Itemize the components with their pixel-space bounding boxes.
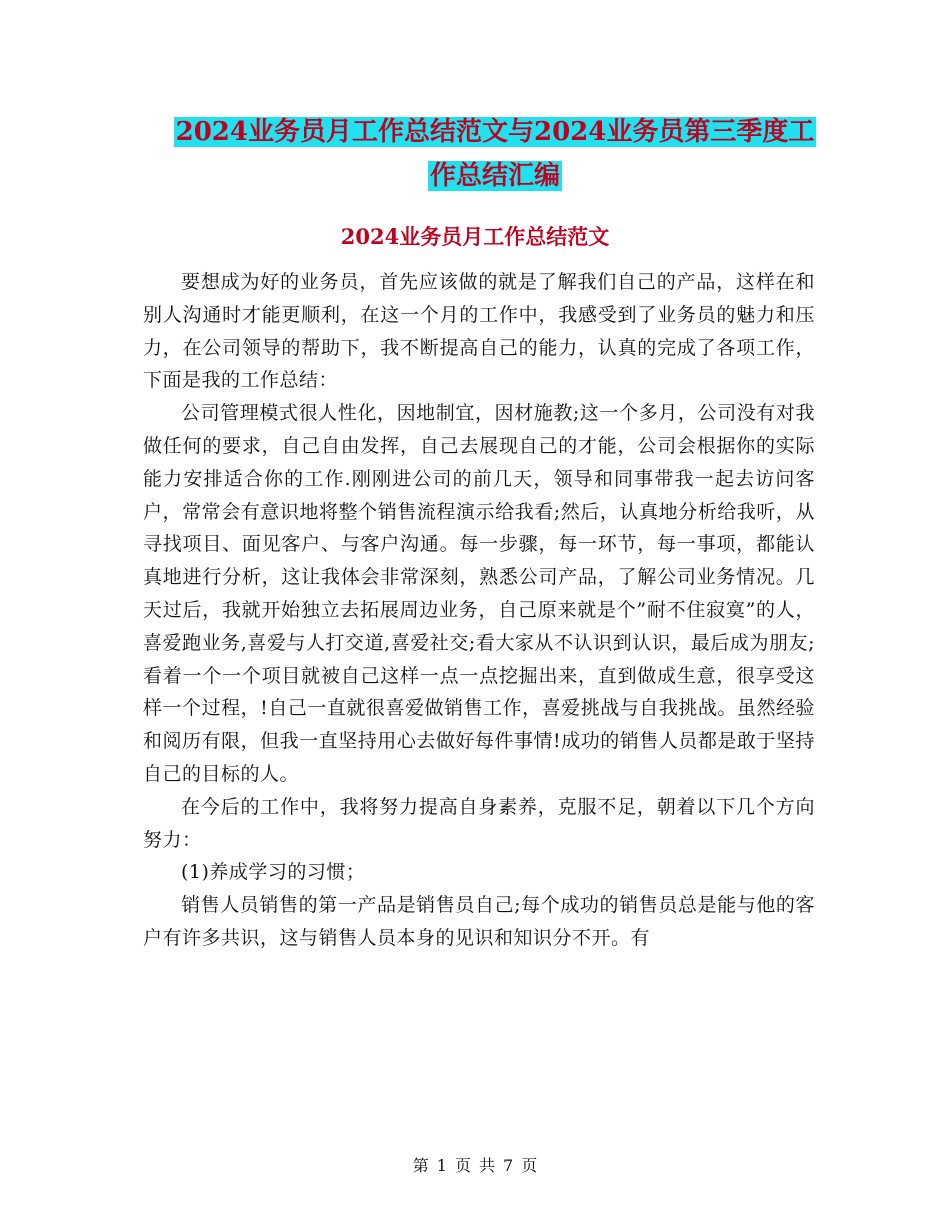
footer-page-word-2: 页 <box>521 1156 538 1175</box>
title-highlight-1: 2024业务员月工作总结范文与2024业务员第三季度工 <box>175 117 815 147</box>
paragraph-future: 在今后的工作中，我将努力提高自身素养，克服不足，朝着以下几个方向努力： <box>143 795 815 851</box>
section-heading: 2024业务员月工作总结范文 <box>340 224 610 249</box>
footer-total-label: 共 <box>479 1156 496 1175</box>
paragraph-sales: 销售人员销售的第一产品是销售员自己;每个成功的销售员总是能与他的客户有许多共识，这与销售人员本身的见识和知识分不开。有 <box>143 894 815 949</box>
title-highlight-2: 作总结汇编 <box>429 161 560 191</box>
document-body <box>143 266 815 955</box>
page-footer <box>0 1155 950 1177</box>
document-title-line-2 <box>140 154 850 198</box>
footer-current-page: 1 <box>436 1156 447 1175</box>
footer-total-pages: 7 <box>503 1156 514 1175</box>
document-title-line-1 <box>140 110 850 154</box>
paragraph-company: 公司管理模式很人性化，因地制宜，因材施教;这一个多月，公司没有对我做任何的要求，自己自由发挥，自己去展现自己的才能，公司会根据你的实际能力安排适合你的工作.刚刚进公司的前几天，领导和同事带我一起去访问客户，常常会有意识地将整个销售流程演示给我看;然后，认真地分析给我听，从寻找项目、面见客户、与客户沟通。每一步骤，每一环节，每一事项，都能认真地进行分析，这让我体会非常深刻，熟悉公司产品，了解公司业务情况。几天过后，我就开始独立去拓展周边业务，自己原来就是个”耐不住寂寞”的人，喜爱跑业务,喜爱与人打交道,喜爱社交;看大家从不认识到认识，最后成为朋友;看着一个一个项目就被自己这样一点一点挖掘出来，直到做成生意，很享受这样一个过程，!自己一直就很喜爱做销售工作，喜爱挑战与自我挑战。虽然经验和阅历有限，但我一直坚持用心去做好每件事情!成功的销售人员都是敢于坚持自己的目标的人。 <box>143 402 815 785</box>
paragraph-intro: 要想成为好的业务员，首先应该做的就是了解我们自己的产品，这样在和别人沟通时才能更顺利，在这一个月的工作中，我感受到了业务员的魅力和压力，在公司领导的帮助下，我不断提高自己的能力，认真的完成了各项工作，下面是我的工作总结： <box>143 271 815 392</box>
footer-page-word: 页 <box>454 1156 471 1175</box>
paragraph-item-1: (1)养成学习的习惯； <box>181 861 366 884</box>
footer-page-label: 第 <box>412 1156 429 1175</box>
